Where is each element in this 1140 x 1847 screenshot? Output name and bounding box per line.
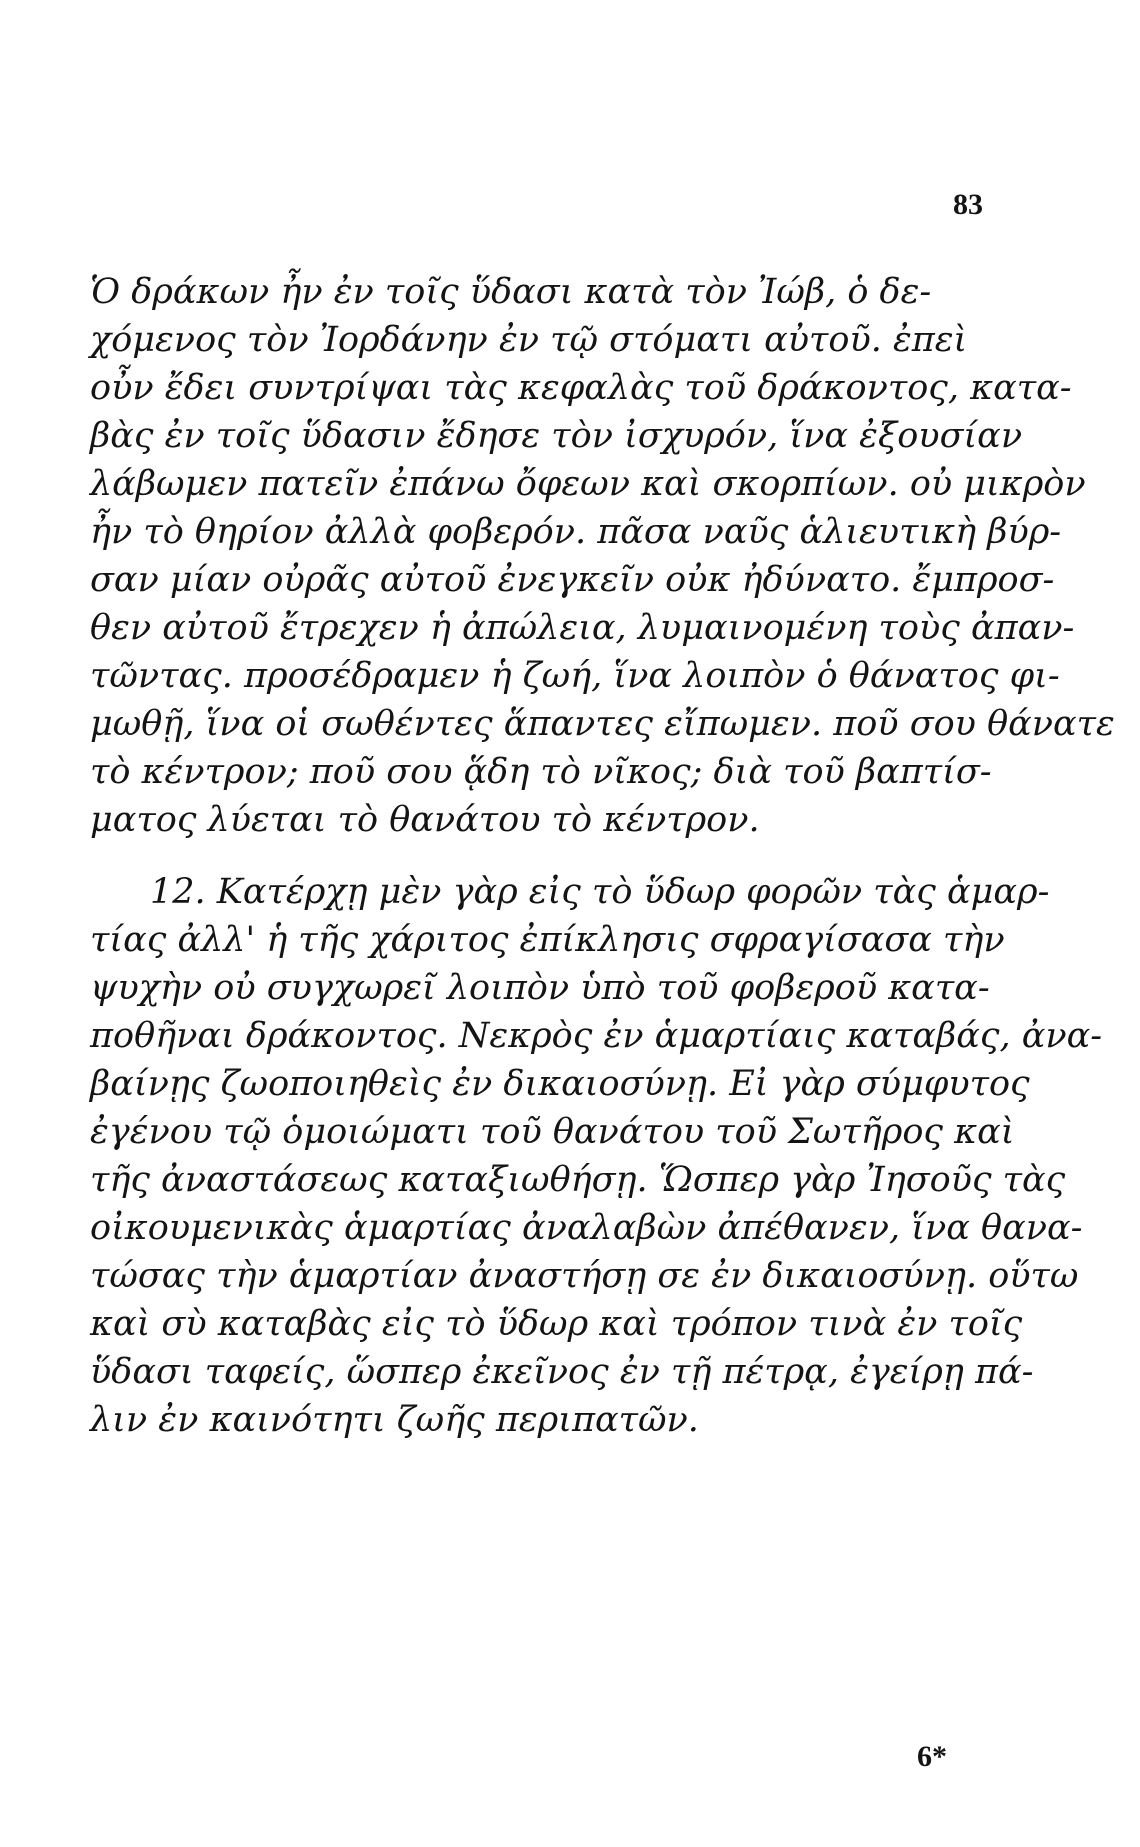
body-text	[90, 268, 1115, 1444]
text-line: ἦν τὸ θηρίον ἀλλὰ φοβερόν. πᾶσα ναῦς ἁλιευτικὴ βύρ-	[90, 512, 1062, 552]
text-line: οὖν ἔδει συντρίψαι τὰς κεφαλὰς τοῦ δράκοντος, κατα-	[90, 368, 1072, 408]
text-line: σαν μίαν οὐρᾶς αὐτοῦ ἐνεγκεῖν οὐκ ἠδύνατο. ἔμπροσ-	[90, 560, 1055, 600]
text-line: τῶντας. προσέδραμεν ἡ ζωή, ἵνα λοιπὸν ὁ θάνατος φι-	[90, 656, 1060, 696]
text-line: μωθῇ, ἵνα οἱ σωθέντες ἅπαντες εἴπωμεν. ποῦ σου θάνατε	[90, 704, 1115, 744]
text-line: λιν ἐν καινότητι ζωῆς περιπατῶν.	[90, 1400, 699, 1440]
text-line: χόμενος τὸν Ἰορδάνην ἐν τῷ στόματι αὐτοῦ. ἐπεὶ	[90, 320, 968, 360]
paragraph-spacer	[90, 844, 985, 868]
text-line: τώσας τὴν ἁμαρτίαν ἀναστήσῃ σε ἐν δικαιοσύνῃ. οὕτω	[90, 1256, 1079, 1296]
text-line: ὕδασι ταφείς, ὥσπερ ἐκεῖνος ἐν τῇ πέτρᾳ, ἐγείρῃ πά-	[90, 1352, 1034, 1392]
text-line: θεν αὐτοῦ ἔτρεχεν ἡ ἀπώλεια, λυμαινομένη τοὺς ἀπαν-	[90, 608, 1075, 648]
text-line: τῆς ἀναστάσεως καταξιωθήσῃ. Ὥσπερ γὰρ Ἰησοῦς τὰς	[90, 1160, 1066, 1200]
text-line: βαίνῃς ζωοποιηθεὶς ἐν δικαιοσύνῃ. Εἰ γὰρ σύμφυτος	[90, 1064, 1030, 1104]
text-line: ἐγένου τῷ ὁμοιώματι τοῦ θανάτου τοῦ Σωτῆρος καὶ	[90, 1112, 1015, 1152]
text-line: λάβωμεν πατεῖν ἐπάνω ὄφεων καὶ σκορπίων. οὐ μικρὸν	[90, 464, 1086, 504]
text-line: ψυχὴν οὐ συγχωρεῖ λοιπὸν ὑπὸ τοῦ φοβεροῦ κατα-	[90, 968, 990, 1008]
paragraph-1	[90, 268, 1115, 844]
text-line: οἰκουμενικὰς ἁμαρτίας ἀναλαβὼν ἀπέθανεν, ἵνα θανα-	[90, 1208, 1083, 1248]
text-line: τὸ κέντρον; ποῦ σου ᾅδη τὸ νῖκος; διὰ τοῦ βαπτίσ-	[90, 752, 992, 792]
text-line: ποθῆναι δράκοντος. Νεκρὸς ἐν ἁμαρτίαις καταβάς, ἀνα-	[90, 1016, 1103, 1056]
text-line: 12. Κατέρχῃ μὲν γὰρ εἰς τὸ ὕδωρ φορῶν τὰς ἁμαρ-	[150, 872, 1050, 912]
text-line: βὰς ἐν τοῖς ὕδασιν ἔδησε τὸν ἰσχυρόν, ἵνα ἐξουσίαν	[90, 416, 1023, 456]
page-number: 83	[953, 188, 983, 221]
text-line: Ὁ δράκων ἦν ἐν τοῖς ὕδασι κατὰ τὸν Ἰώβ, ὁ δε-	[90, 272, 932, 312]
text-line: καὶ σὺ καταβὰς εἰς τὸ ὕδωρ καὶ τρόπον τινὰ ἐν τοῖς	[90, 1304, 1023, 1344]
text-line: τίας ἀλλ' ἡ τῆς χάριτος ἐπίκλησις σφραγίσασα τὴν	[90, 920, 1005, 960]
text-line: ματος λύεται τὸ θανάτου τὸ κέντρον.	[90, 800, 760, 840]
signature-mark: 6*	[917, 1740, 947, 1773]
paragraph-2	[90, 868, 1103, 1444]
